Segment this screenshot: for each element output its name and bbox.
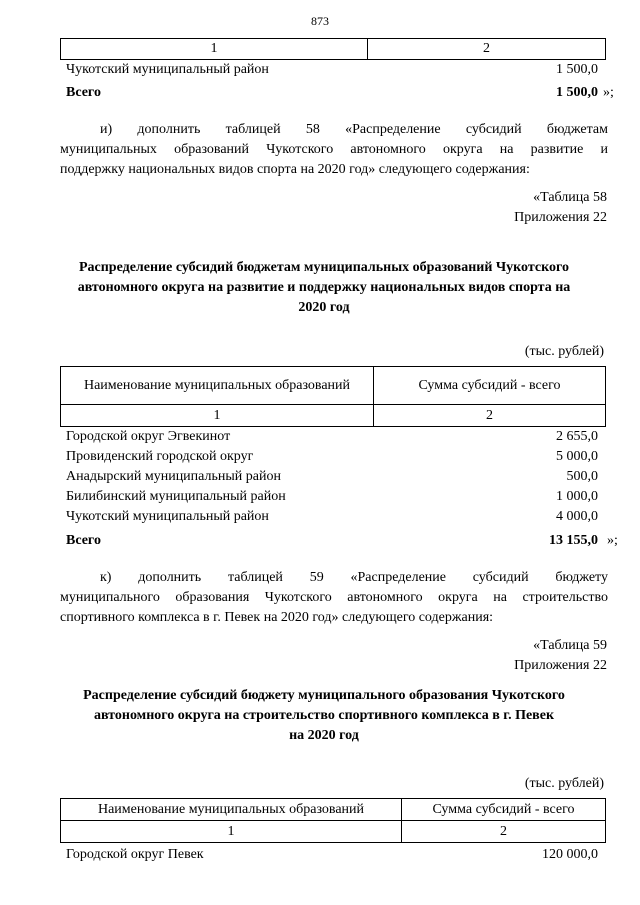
table-row [66,447,598,467]
row-value: 5 000,0 [556,449,598,464]
title-line: Распределение субсидий бюджету муниципального образования Чукотского [83,688,565,703]
table-58-header [60,366,606,427]
title-line: 2020 год [298,300,350,315]
paragraph-line: и) дополнить таблицей 58 «Распределение субсидий бюджетам [100,122,608,137]
row-value: 500,0 [566,469,598,484]
column-number-2: 2 [368,39,606,60]
column-header-sum: Сумма субсидий - всего [374,367,606,405]
row-value: 120 000,0 [542,847,598,862]
row-name: Провиденский городской округ [66,449,254,464]
paragraph-line: муниципальных образований Чукотского автономного округа на развитие и [60,142,608,157]
unit-label: (тыс. рублей) [524,344,604,359]
table-row [66,507,598,527]
table-reference [514,188,607,228]
table-row [66,60,598,80]
top-table-header [60,38,606,60]
unit-label: (тыс. рублей) [524,776,604,791]
paragraph-line: поддержку национальных видов спорта на 2020 год» следующего содержания: [60,162,530,177]
paragraph-line: к) дополнить таблицей 59 «Распределение субсидий бюджету [100,570,608,585]
title-line: автономного округа на строительство спортивного комплекса в г. Певек [93,708,555,723]
column-number-1: 1 [61,405,374,427]
column-header-name: Наименование муниципальных образований [61,367,374,405]
paragraph-line: спортивного комплекса в г. Певек на 2020 год» следующего содержания: [60,610,494,625]
row-name: Городской округ Эгвекинот [66,429,231,444]
total-row [66,83,598,103]
table-59-header [60,798,606,843]
closing-quote: »; [603,85,614,100]
row-name: Чукотский муниципальный район [66,62,269,77]
table-row [66,467,598,487]
row-name: Чукотский муниципальный район [66,509,269,524]
table-number: «Таблица 59 [533,638,607,653]
table-title [40,258,608,318]
title-line: на 2020 год [289,728,359,743]
page-number: 873 [311,14,329,28]
paragraph-line: муниципального образования Чукотского автономного округа на строительство [60,590,608,605]
row-value: 4 000,0 [556,509,598,524]
title-line: Распределение субсидий бюджетам муниципальных образований Чукотского [78,260,570,275]
total-label: Всего [66,85,101,100]
column-header-sum: Сумма субсидий - всего [402,799,606,821]
table-reference [514,636,607,676]
row-name: Городской округ Певек [66,847,204,862]
column-number-2: 2 [402,821,606,843]
row-value: 1 500,0 [556,62,598,77]
title-line: автономного округа на развитие и поддержку национальных видов спорта на [77,280,571,295]
amendment-paragraph-k [60,568,608,628]
appendix-number: Приложения 22 [514,658,607,673]
appendix-number: Приложения 22 [514,210,607,225]
row-name: Билибинский муниципальный район [66,489,286,504]
column-number-1: 1 [61,39,368,60]
table-row [66,487,598,507]
column-header-name: Наименование муниципальных образований [61,799,402,821]
row-value: 1 000,0 [556,489,598,504]
table-number: «Таблица 58 [533,190,607,205]
total-label: Всего [66,533,101,548]
row-name: Анадырский муниципальный район [66,469,281,484]
closing-quote: »; [607,533,618,548]
table-row [66,427,598,447]
row-value: 2 655,0 [556,429,598,444]
total-value: 1 500,0 [556,85,598,100]
amendment-paragraph-i [60,120,608,180]
column-number-2: 2 [374,405,606,427]
table-row [66,845,598,865]
table-title [40,686,608,746]
total-value: 13 155,0 [549,533,598,548]
total-row [66,531,598,551]
column-number-1: 1 [61,821,402,843]
